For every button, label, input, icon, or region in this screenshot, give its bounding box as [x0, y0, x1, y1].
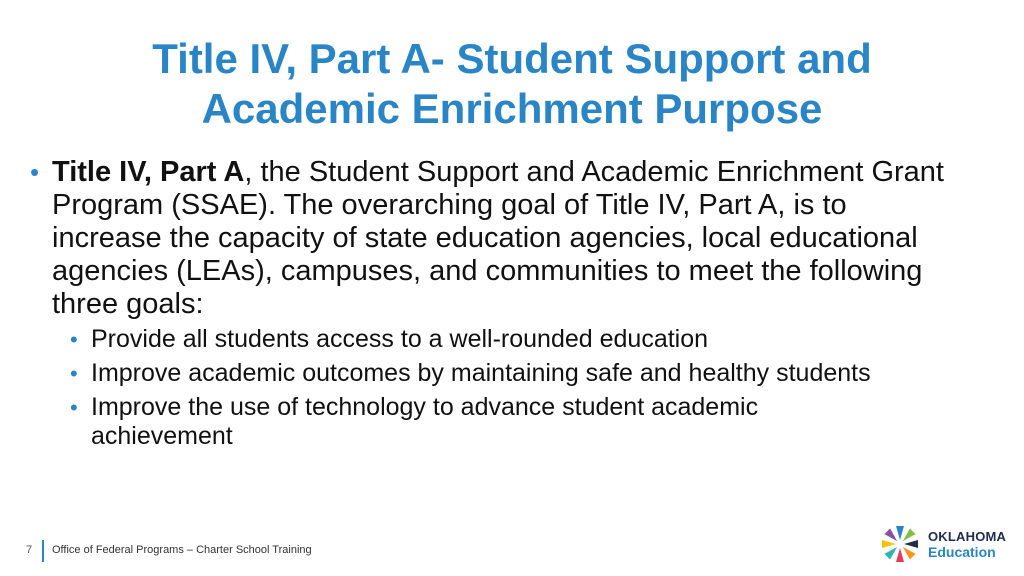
- bullet-icon: •: [70, 395, 78, 420]
- title-line-2: Academic Enrichment Purpose: [201, 85, 823, 132]
- footer-text: Office of Federal Programs – Charter School Training: [52, 544, 312, 556]
- main-bullet-text: , the Student Support and Academic Enrichment Grant Program (SSAE). The overarching goal of Title IV, Part A, is to increase the capacity of state education agencies, local educational agencies (LEAs), campuses, and communities to meet the following three goals:: [52, 156, 944, 320]
- star-burst-logo-icon: [878, 522, 922, 566]
- sub-bullet-text: Improve the use of technology to advance student academic achievement: [91, 393, 759, 450]
- sub-bullet-text: Improve academic outcomes by maintaining safe and healthy students: [91, 359, 871, 387]
- bullet-icon: •: [70, 327, 78, 352]
- logo-wordmark-oklahoma: OKLAHOMA: [928, 529, 1007, 544]
- sub-bullet-list: [30, 325, 950, 451]
- bullet-icon: •: [70, 361, 78, 386]
- sub-bullet-item: [70, 359, 891, 388]
- main-bullet: [30, 156, 950, 321]
- footer-divider: [42, 540, 44, 562]
- slide-title: [60, 34, 964, 134]
- title-line-1: Title IV, Part A- Student Support and: [152, 35, 872, 82]
- footer: [0, 540, 600, 564]
- page-number: 7: [26, 544, 33, 556]
- sub-bullet-item: [70, 325, 891, 354]
- sub-bullet-text: Provide all students access to a well-rounded education: [91, 325, 709, 353]
- main-bullet-bold-lead: Title IV, Part A: [52, 156, 245, 188]
- bullet-icon: •: [30, 157, 40, 187]
- oklahoma-education-logo: [878, 522, 1008, 566]
- logo-wordmark-education: Education: [928, 544, 996, 560]
- slide-body: [30, 156, 950, 456]
- sub-bullet-item: [70, 393, 891, 451]
